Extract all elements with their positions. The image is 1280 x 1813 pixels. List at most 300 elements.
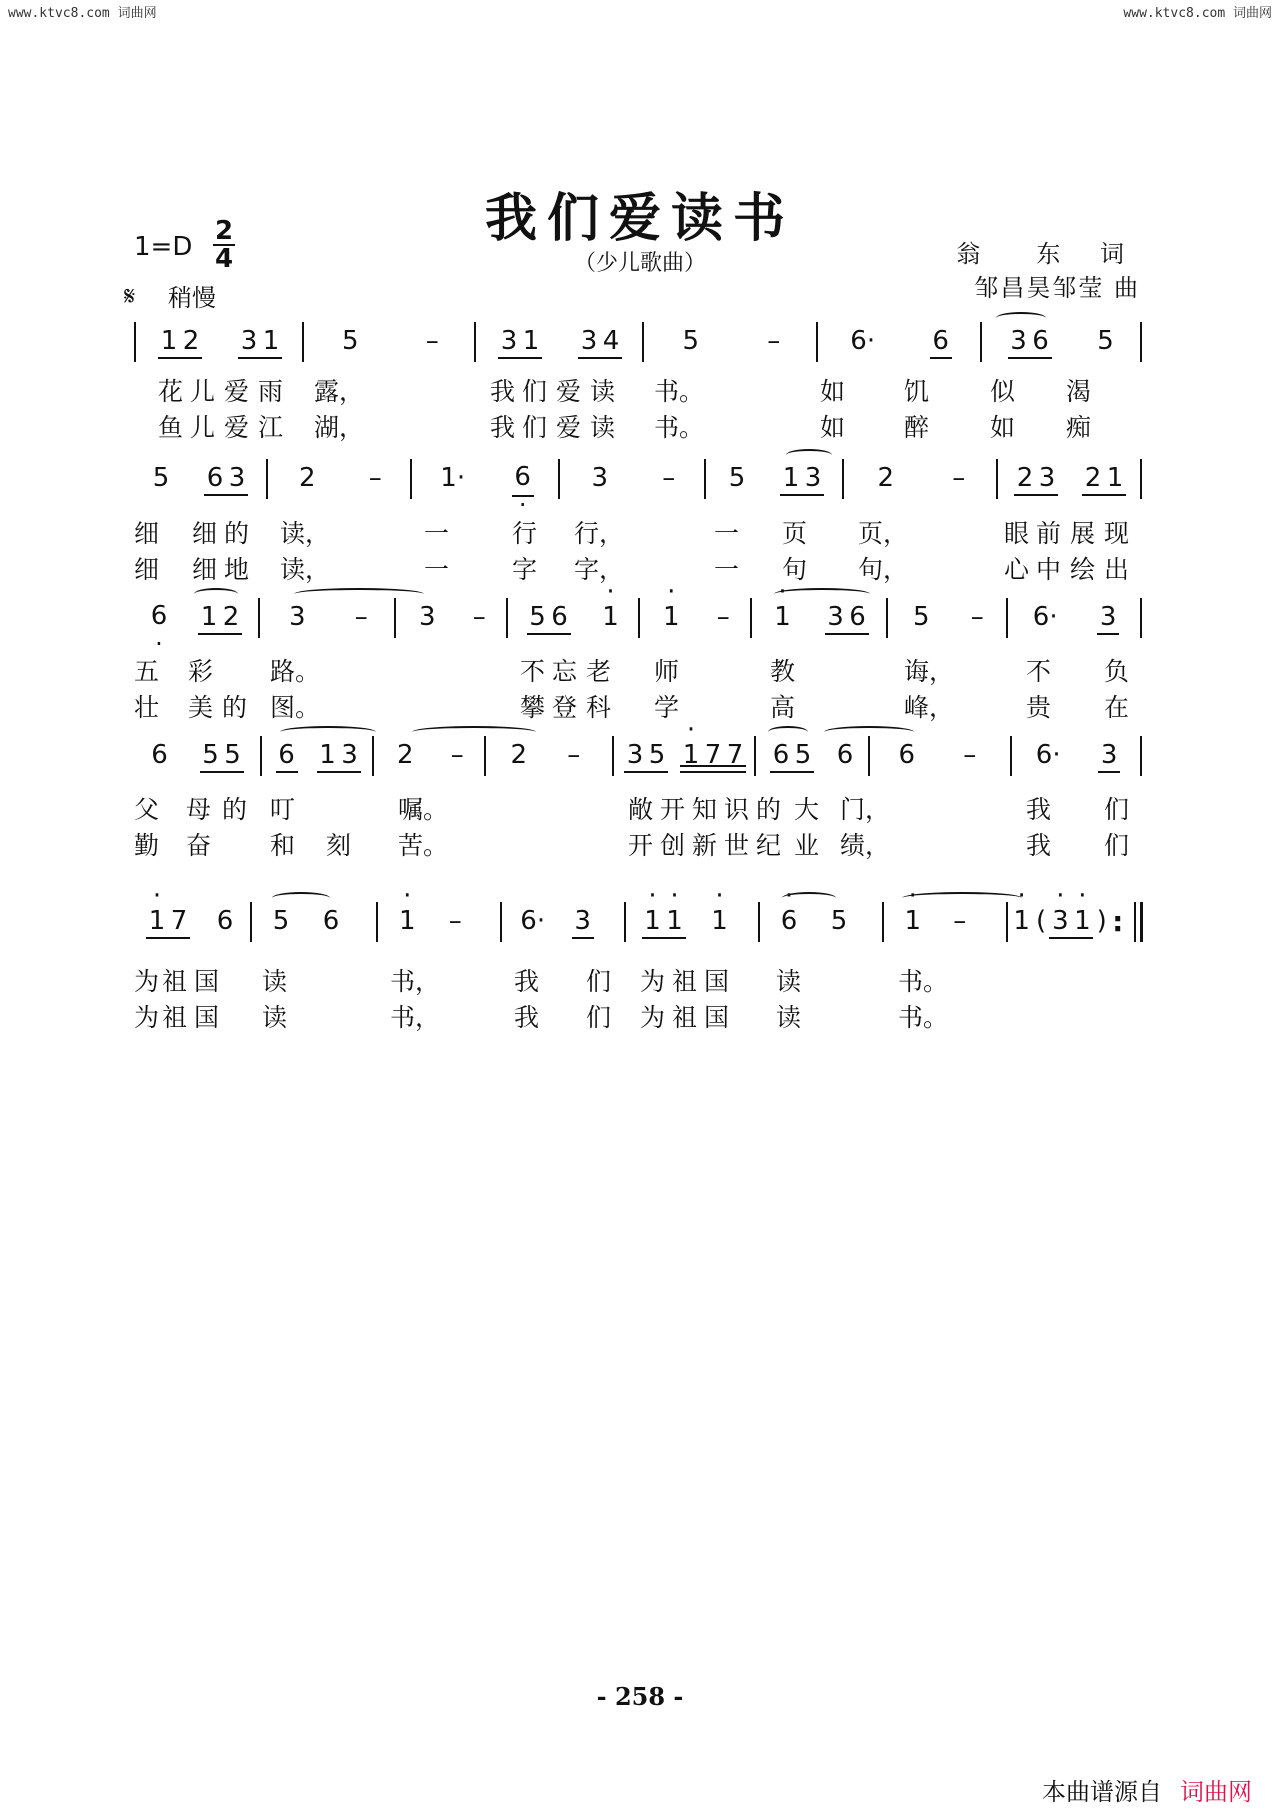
- measure: [512, 594, 636, 640]
- lyric-syllable: 湖，: [314, 413, 365, 442]
- note: 5: [224, 740, 241, 770]
- lyric-syllable: 不: [520, 657, 546, 686]
- lyric-syllable: 识: [724, 795, 750, 824]
- lyric-syllable: 书，: [390, 967, 441, 996]
- sustain-dash: –: [952, 463, 966, 493]
- lyric-syllable: 细: [192, 519, 218, 548]
- note: 2: [510, 740, 528, 770]
- measure: [644, 594, 748, 640]
- note: 6·: [850, 326, 876, 356]
- note: 1: [1106, 463, 1124, 493]
- measure: [134, 455, 264, 501]
- lyric-syllable: 页，: [858, 519, 909, 548]
- barline: [250, 902, 252, 942]
- lyric-syllable: 国: [704, 1003, 730, 1032]
- watermark-right: www.ktvc8.com 词曲网: [1123, 6, 1272, 21]
- barline: [484, 736, 486, 776]
- lyric-syllable: 书。: [898, 967, 949, 996]
- measure: [888, 898, 982, 944]
- barline: [558, 459, 560, 499]
- lyric-syllable: 鱼: [158, 413, 184, 442]
- lyric-line-5-1: [134, 962, 1144, 994]
- lyric-syllable: 的: [222, 693, 248, 722]
- note: · 3: [1051, 906, 1069, 936]
- lyric-syllable: 大: [794, 795, 820, 824]
- measure: [256, 898, 356, 944]
- lyric-line-3-1: [134, 652, 1144, 684]
- note: 3: [580, 326, 598, 356]
- note: 6: [206, 463, 224, 493]
- lyric-syllable: 展: [1070, 519, 1096, 548]
- lyric-syllable: 读，: [280, 555, 331, 584]
- slur: [194, 588, 238, 600]
- note: 3: [1038, 463, 1056, 493]
- lyric-syllable: 书。: [654, 377, 705, 406]
- barline: [134, 322, 136, 362]
- note: 3: [1010, 326, 1027, 356]
- note: 5: [830, 906, 848, 936]
- lyric-syllable: 贵: [1026, 693, 1052, 722]
- lyric-syllable: 书。: [654, 413, 705, 442]
- measure: [1012, 898, 1124, 944]
- lyric-syllable: 爱: [556, 413, 582, 442]
- notation-system-2: [134, 455, 1144, 501]
- lyric-syllable: 学: [654, 693, 680, 722]
- sustain-dash: –: [953, 906, 967, 936]
- sustain-dash: –: [970, 602, 984, 632]
- measure: [266, 732, 370, 778]
- lyric-syllable: 开: [660, 795, 686, 824]
- measure: [378, 732, 482, 778]
- lyric-syllable: 彩: [188, 657, 214, 686]
- note: 6·: [1032, 602, 1058, 632]
- lyric-syllable: 为: [134, 1003, 160, 1032]
- lyric-syllable: 图。: [270, 693, 321, 722]
- note: 3: [574, 906, 591, 936]
- note: 6: [278, 740, 295, 770]
- sustain-dash: –: [567, 740, 581, 770]
- lyric-syllable: 似: [990, 377, 1016, 406]
- lyric-syllable: 们: [1104, 795, 1130, 824]
- lyric-syllable: 地: [224, 555, 250, 584]
- barline: [868, 736, 870, 776]
- barline: [474, 322, 476, 362]
- lyric-syllable: 登: [552, 693, 578, 722]
- note: · 1: [666, 906, 684, 936]
- sustain-dash: –: [662, 463, 676, 493]
- note: · 1: [904, 906, 922, 936]
- lyric-syllable: 江: [258, 413, 284, 442]
- measure: [986, 318, 1138, 364]
- note: 1: [262, 326, 280, 356]
- segno-icon: 𝄋: [124, 282, 136, 312]
- lyric-syllable: 读: [590, 377, 616, 406]
- note: 3: [626, 740, 644, 770]
- note: 5: [152, 463, 170, 493]
- barline: [816, 322, 818, 362]
- measure: [308, 318, 472, 364]
- lyric-syllable: 一: [424, 519, 450, 548]
- notation-system-4: [134, 732, 1144, 778]
- lyric-syllable: 一: [424, 555, 450, 584]
- note: · 6: [780, 906, 798, 936]
- barline: [750, 598, 752, 638]
- lyric-syllable: 行: [512, 519, 538, 548]
- measure: [756, 594, 884, 640]
- note: 6: [322, 906, 340, 936]
- barline: [266, 459, 268, 499]
- note: (: [1035, 906, 1047, 936]
- note: 5: [682, 326, 700, 356]
- lyric-syllable: 渴: [1066, 377, 1092, 406]
- note: 3: [827, 602, 844, 632]
- lyric-syllable: 我: [490, 377, 516, 406]
- lyric-syllable: 醉: [904, 413, 930, 442]
- barline: [1006, 598, 1008, 638]
- measure: [272, 455, 408, 501]
- lyric-syllable: 爱: [556, 377, 582, 406]
- note: 1: [782, 463, 800, 493]
- barline: [624, 902, 626, 942]
- barline: [376, 902, 378, 942]
- notation-system-3: [134, 594, 1144, 640]
- time-signature: [212, 218, 236, 272]
- note: · 1: [398, 906, 416, 936]
- note: 2: [396, 740, 414, 770]
- lyric-syllable: 书，: [390, 1003, 441, 1032]
- lyric-line-1-1: [134, 372, 1144, 404]
- lyric-syllable: 路。: [270, 657, 321, 686]
- note: 7: [726, 740, 744, 770]
- note: 3: [288, 602, 306, 632]
- lyric-syllable: 老: [586, 657, 612, 686]
- lyric-syllable: 前: [1036, 519, 1062, 548]
- barline: [758, 902, 760, 942]
- lyric-syllable: 细: [192, 555, 218, 584]
- lyric-syllable: 现: [1104, 519, 1130, 548]
- lyric-syllable: 句，: [858, 555, 909, 584]
- note: 5: [1097, 326, 1114, 356]
- note: 1: [319, 740, 336, 770]
- note: 1: [200, 602, 218, 632]
- slur: [768, 726, 808, 738]
- lyric-syllable: 我: [1026, 795, 1052, 824]
- measure: [506, 898, 606, 944]
- sustain-dash: –: [448, 906, 462, 936]
- lyric-syllable: 我: [1026, 831, 1052, 860]
- lyric-syllable: 露，: [314, 377, 365, 406]
- lyric-syllable: 字: [512, 555, 538, 584]
- song-subtitle: （少儿歌曲）: [573, 251, 706, 276]
- time-signature-top: 2: [214, 216, 234, 246]
- lyric-syllable: 祖: [672, 967, 698, 996]
- note: 2: [1084, 463, 1102, 493]
- note: · 1: [682, 740, 700, 770]
- measure: [892, 594, 1004, 640]
- note: 3: [591, 463, 609, 493]
- barline: [302, 322, 304, 362]
- sustain-dash: –: [472, 602, 486, 632]
- note: 6: [836, 740, 854, 770]
- lyric-syllable: 为: [134, 967, 160, 996]
- note: 3: [341, 740, 358, 770]
- lyric-syllable: 心: [1004, 555, 1030, 584]
- note: 1: [522, 326, 540, 356]
- sustain-dash: –: [354, 602, 368, 632]
- note: 5: [912, 602, 930, 632]
- lyric-syllable: 雨: [258, 377, 284, 406]
- lyric-syllable: 开: [628, 831, 654, 860]
- lyric-syllable: 们: [522, 377, 548, 406]
- lyric-syllable: 知: [692, 795, 718, 824]
- lyric-syllable: 我: [514, 1003, 540, 1032]
- measure: [416, 455, 556, 501]
- lyric-syllable: 书。: [898, 1003, 949, 1032]
- measure: [710, 455, 840, 501]
- note: 6: [151, 740, 168, 770]
- measure: [874, 732, 1000, 778]
- lyric-syllable: 读: [776, 1003, 802, 1032]
- note: 6: [932, 326, 949, 356]
- lyric-syllable: 们: [586, 1003, 612, 1032]
- note: · 1: [662, 602, 680, 632]
- measure: [400, 594, 504, 640]
- lyric-syllable: 母: [186, 795, 212, 824]
- note: 5: [648, 740, 666, 770]
- repeat-sign-icon: :: [1112, 904, 1124, 938]
- barline: [258, 598, 260, 638]
- note: · 1: [148, 906, 166, 936]
- measure: [764, 898, 864, 944]
- note: 7: [170, 906, 188, 936]
- footer-brand-link[interactable]: 词曲网: [1180, 1778, 1252, 1806]
- watermark-left: www.ktvc8.com 词曲网: [8, 6, 157, 21]
- slur: [786, 449, 832, 461]
- note: 3: [228, 463, 246, 493]
- lyric-syllable: 我: [514, 967, 540, 996]
- lyric-syllable: 在: [1104, 693, 1130, 722]
- note: 3: [804, 463, 822, 493]
- lyric-syllable: 敞: [628, 795, 654, 824]
- note: · 1: [711, 906, 729, 936]
- barline: [500, 902, 502, 942]
- measure: [618, 732, 752, 778]
- lyric-syllable: 读，: [280, 519, 331, 548]
- barline: [1140, 736, 1142, 776]
- barline: [886, 598, 888, 638]
- lyric-syllable: 眼: [1004, 519, 1030, 548]
- barline: [642, 322, 644, 362]
- lyric-syllable: 行，: [574, 519, 625, 548]
- final-barline: [1140, 902, 1143, 942]
- barline: [842, 459, 844, 499]
- measure: [1012, 594, 1138, 640]
- lyric-syllable: 的: [756, 795, 782, 824]
- barline: [1134, 902, 1136, 942]
- note: 5: [202, 740, 219, 770]
- slur: [774, 588, 870, 600]
- measure: [490, 732, 600, 778]
- note: 3: [1099, 602, 1117, 632]
- note: 6·: [520, 906, 546, 936]
- measure: [630, 898, 742, 944]
- lyric-syllable: 痴: [1066, 413, 1092, 442]
- measure: [140, 318, 300, 364]
- note: 6: [551, 602, 568, 632]
- lyric-syllable: 美: [188, 693, 214, 722]
- lyric-syllable: 们: [522, 413, 548, 442]
- note: 3: [418, 602, 436, 632]
- lyric-line-2-2: [134, 550, 1144, 582]
- lyric-syllable: 页: [782, 519, 808, 548]
- lyric-syllable: 饥: [904, 377, 930, 406]
- note: 6: [898, 740, 916, 770]
- lyric-syllable: 父: [134, 795, 160, 824]
- slur: [782, 892, 836, 904]
- barline: [372, 736, 374, 776]
- lyric-syllable: 们: [586, 967, 612, 996]
- lyric-syllable: 儿: [190, 377, 216, 406]
- lyric-syllable: 勤: [134, 831, 160, 860]
- lyric-line-3-2: [134, 688, 1144, 720]
- lyric-syllable: 句: [782, 555, 808, 584]
- note: · 1: [602, 602, 620, 632]
- barline: [754, 736, 756, 776]
- lyric-syllable: 绩，: [840, 831, 891, 860]
- note: 4: [602, 326, 620, 356]
- lyric-syllable: 读: [262, 967, 288, 996]
- lyric-syllable: 世: [724, 831, 750, 860]
- lyric-syllable: 业: [794, 831, 820, 860]
- barline: [1140, 322, 1142, 362]
- lyric-syllable: 中: [1036, 555, 1062, 584]
- barline: [704, 459, 706, 499]
- slur: [902, 892, 1022, 904]
- lyric-syllable: 绘: [1070, 555, 1096, 584]
- lyric-syllable: 负: [1104, 657, 1130, 686]
- sustain-dash: –: [368, 463, 382, 493]
- note: 2: [1016, 463, 1034, 493]
- lyric-syllable: 我: [490, 413, 516, 442]
- note: 5: [529, 602, 546, 632]
- barline: [882, 902, 884, 942]
- note: 6·: [1035, 740, 1061, 770]
- lyric-syllable: 纪: [756, 831, 782, 860]
- lyric-syllable: 新: [692, 831, 718, 860]
- note: 6: [216, 906, 234, 936]
- lyric-syllable: 的: [222, 795, 248, 824]
- lyric-syllable: 如: [820, 377, 846, 406]
- lyric-syllable: 教: [770, 657, 796, 686]
- lyric-syllable: 科: [586, 693, 612, 722]
- barline: [506, 598, 508, 638]
- note: · 1: [644, 906, 662, 936]
- lyric-line-2-1: [134, 514, 1144, 546]
- note: 6: [1032, 326, 1049, 356]
- lyric-syllable: 如: [990, 413, 1016, 442]
- lyric-syllable: 和: [270, 831, 296, 860]
- lyric-syllable: 峰，: [904, 693, 955, 722]
- measure: [134, 732, 258, 778]
- measure: [1002, 455, 1138, 501]
- barline: [980, 322, 982, 362]
- barline: [1140, 598, 1142, 638]
- lyric-syllable: 忘: [552, 657, 578, 686]
- lyric-syllable: 读: [590, 413, 616, 442]
- lyric-syllable: 师: [654, 657, 680, 686]
- lyric-syllable: 细: [134, 555, 160, 584]
- lyric-syllable: 祖: [162, 1003, 188, 1032]
- lyric-syllable: 的: [224, 519, 250, 548]
- lyric-syllable: 不: [1026, 657, 1052, 686]
- lyric-syllable: 细: [134, 519, 160, 548]
- sustain-dash: –: [963, 740, 977, 770]
- note: · 1: [774, 602, 792, 632]
- sustain-dash: –: [767, 326, 781, 356]
- lyric-syllable: 如: [820, 413, 846, 442]
- page-number: - 258 -: [596, 1682, 684, 1711]
- lyric-syllable: 字，: [574, 555, 625, 584]
- sustain-dash: –: [425, 326, 439, 356]
- slur: [280, 726, 376, 738]
- lyric-syllable: 们: [1104, 831, 1130, 860]
- slur: [272, 892, 330, 904]
- note: · 1: [1073, 906, 1091, 936]
- lyric-syllable: 刻: [326, 831, 352, 860]
- note: 3: [1100, 740, 1118, 770]
- note: 2: [182, 326, 200, 356]
- lyric-syllable: 爱: [224, 377, 250, 406]
- barline: [394, 598, 396, 638]
- lyricist-credit: 翁 东 词: [956, 240, 1140, 268]
- song-title: 我们爱读书: [484, 188, 795, 249]
- measure: [822, 318, 978, 364]
- note: 1: [160, 326, 178, 356]
- note: 5: [272, 906, 290, 936]
- barline: [612, 736, 614, 776]
- measure: [264, 594, 392, 640]
- lyric-syllable: 诲，: [904, 657, 955, 686]
- note: 2: [222, 602, 240, 632]
- lyric-syllable: 儿: [190, 413, 216, 442]
- lyric-syllable: 叮: [270, 795, 296, 824]
- lyric-syllable: 国: [194, 1003, 220, 1032]
- lyric-syllable: 花: [158, 377, 184, 406]
- notation-system-1: [134, 318, 1144, 364]
- lyric-syllable: 嘱。: [398, 795, 449, 824]
- lyric-syllable: 苦。: [398, 831, 449, 860]
- lyric-syllable: 攀: [520, 693, 546, 722]
- lyric-line-4-1: [134, 790, 1144, 822]
- note: 7: [704, 740, 722, 770]
- lyric-syllable: 祖: [672, 1003, 698, 1032]
- measure: [134, 898, 248, 944]
- lyric-syllable: 奋: [186, 831, 212, 860]
- lyric-syllable: 祖: [162, 967, 188, 996]
- barline: [996, 459, 998, 499]
- barline: [638, 598, 640, 638]
- lyric-syllable: 门，: [840, 795, 891, 824]
- key-signature: 1=D: [134, 232, 193, 262]
- lyric-syllable: 为: [640, 1003, 666, 1032]
- sustain-dash: –: [450, 740, 464, 770]
- measure: [848, 455, 994, 501]
- lyric-syllable: 读: [262, 1003, 288, 1032]
- lyric-syllable: 一: [714, 519, 740, 548]
- note: · 6: [150, 601, 168, 633]
- measure: [564, 455, 702, 501]
- note: 1·: [440, 463, 466, 493]
